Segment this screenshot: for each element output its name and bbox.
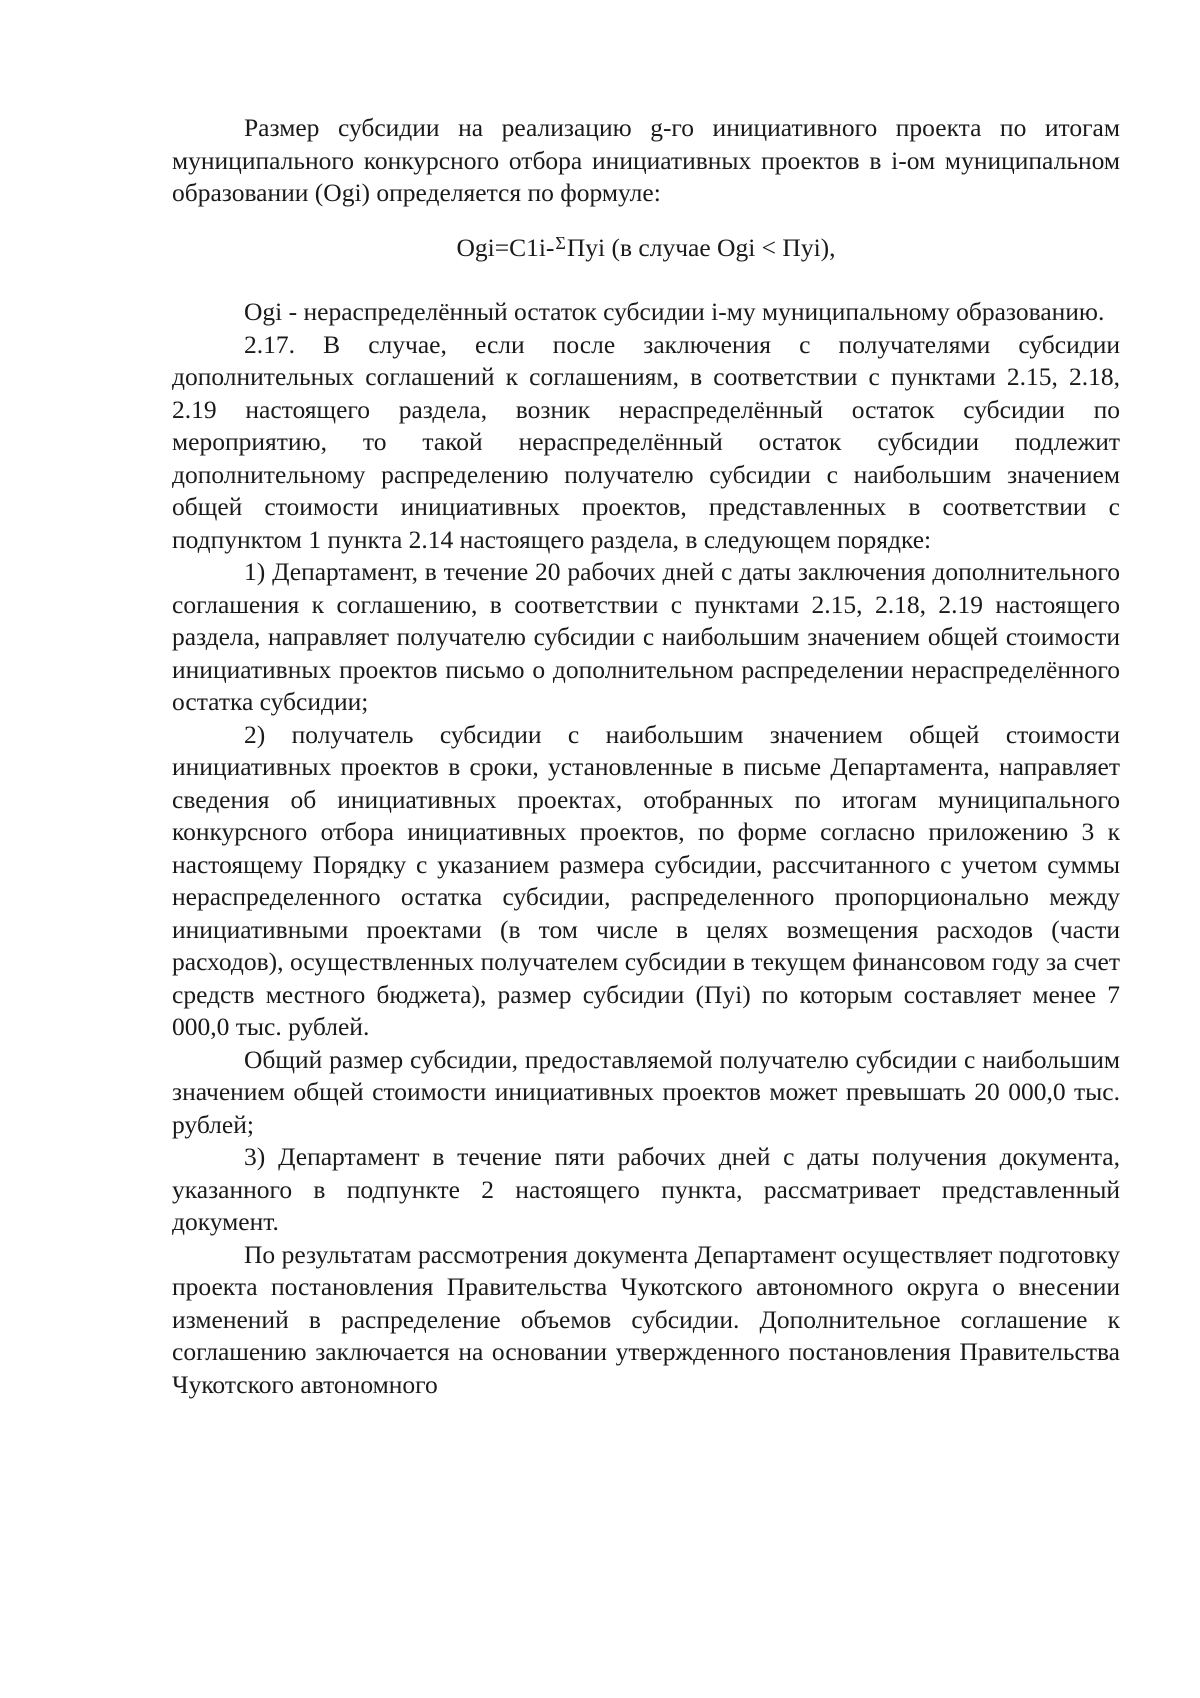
subsidy-formula <box>172 210 1120 297</box>
formula-right: Пуi (в случае Оgi < Пуi), <box>566 232 836 262</box>
clause-2-17-paragraph: 2.17. В случае, если после заключения с получателями субсидии дополнительных соглашений к соглашениям, в соответствии с пунктами 2.15, 2.18, 2.19 настоящего раздела, возник нераспределённый остаток субсидии по мероприятию, то такой нераспределённый остаток субсидии подлежит дополнительному распределению получателю субсидии с наибольшим значением общей стоимости инициативных проектов, представленных в соответствии с подпунктом 1 пункта 2.14 настоящего раздела, в следующем порядке: <box>172 329 1120 554</box>
document-body <box>172 112 1120 1401</box>
formula-left: Оgi=С1i- <box>456 232 555 262</box>
intro-paragraph: Размер субсидии на реализацию g-го инициативного проекта по итогам муниципального конкурсного отбора инициативных проектов в i-ом муниципальном образовании (Оgi) определяется по формуле: <box>172 113 1120 207</box>
item-2-paragraph: 2) получатель субсидии с наибольшим значением общей стоимости инициативных проектов в сроки, установленные в письме Департамента, направляет сведения об инициативных проектах, отобранных по итогам муниципального конкурсного отбора инициативных проектов, по форме согласно приложению 3 к настоящему Порядку с указанием размера субсидии, рассчитанного с учетом суммы нераспределенного остатка субсидии, распределенного пропорционально между инициативными проектами (в том числе в целях возмещения расходов (части расходов), осуществленных получателем субсидии в текущем финансовом году за счет средств местного бюджета), размер субсидии (Пуi) по которым составляет менее 7 000,0 тыс. рублей. <box>172 719 1120 1041</box>
item-3-paragraph: 3) Департамент в течение пяти рабочих дней с даты получения документа, указанного в подпункте 2 настоящего пункта, рассматривает представленный документ. <box>172 1142 1120 1236</box>
item-1-paragraph: 1) Департамент, в течение 20 рабочих дней с даты заключения дополнительного соглашения к соглашению, в соответствии с пунктами 2.15, 2.18, 2.19 настоящего раздела, направляет получателю субсидии с наибольшим значением общей стоимости инициативных проектов письмо о дополнительном распределении нераспределённого остатка субсидии; <box>172 557 1120 716</box>
total-size-paragraph: Общий размер субсидии, предоставляемой получателю субсидии с наибольшим значением общей стоимости инициативных проектов может превышать 20 000,0 тыс. рублей; <box>172 1044 1120 1139</box>
sigma-symbol: Σ <box>555 232 566 253</box>
definition-paragraph: Оgi - нераспределённый остаток субсидии i-му муниципальному образованию. <box>244 297 1105 326</box>
results-paragraph: По результатам рассмотрения документа Департамент осуществляет подготовку проекта постановления Правительства Чукотского автономного округа о внесении изменений в распределение объемов субсидии. Дополнительное соглашение к соглашению заключается на основании утвержденного постановления Правительства Чукотского автономного <box>172 1239 1120 1399</box>
